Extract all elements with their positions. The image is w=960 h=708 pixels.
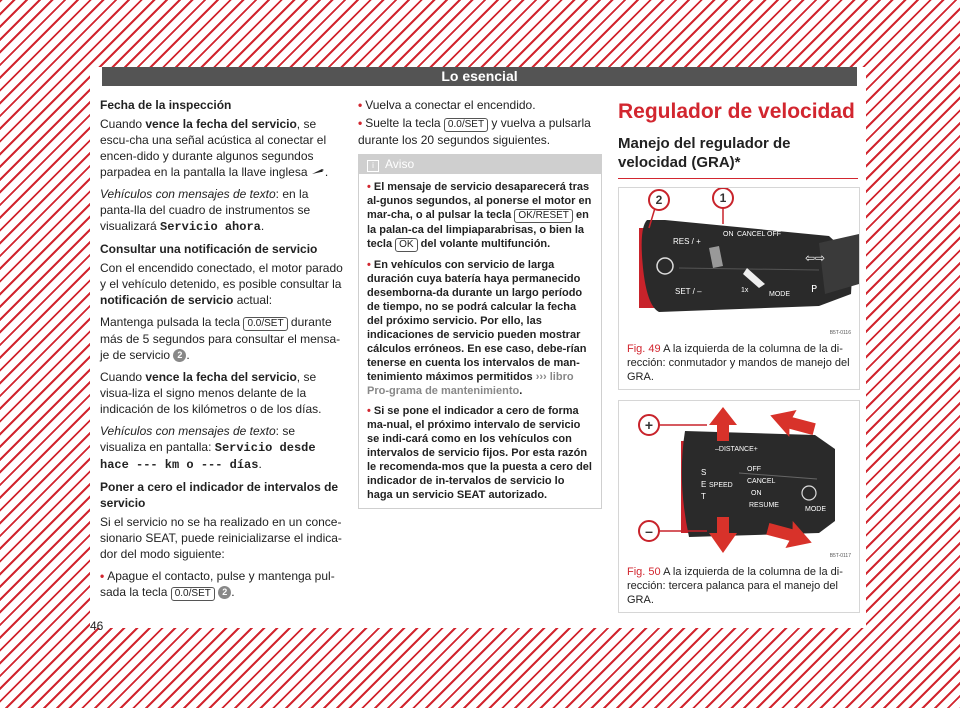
key-ok-reset: OK/RESET [514,209,573,223]
notice-item-1: • El mensaje de servicio desaparecerá tras al-gunos segundos, al ponerse el motor en mar-cha, o al pulsar la tecla OK/RESET en la palan-ca del limpiaparabrisas, o bien la tecla OK del volante multifunción. [367,181,592,250]
paragraph-inspection: Cuando vence la fecha del servicio, se escu-cha una señal acústica al conectar el encen-dido y durante algunos segundos parpadea en la pantalla la llave inglesa . [100,117,329,179]
notice-header: i Aviso [359,155,601,174]
callout-2: 2 [655,193,663,207]
maintenance-book-link[interactable]: ››› libro Pro-grama de mantenimiento [367,371,574,397]
key-0-0-set: 0.0/SET [243,317,287,331]
on-label: ON [723,231,734,238]
e-label: E [701,480,707,489]
on-label-2: ON [751,490,762,497]
speed-label: SPEED [709,482,733,489]
notice-item-2: • En vehículos con servicio de larga duración cuya batería haya permanecido desemborna-da durante un largo período de tiempo, no se podrá calcular la fecha del próximo servicio. Por ello, las indicaciones de servicio pueden mostrar cálculos erróneos. En ese caso, debe-rían tenerse en cuenta los intervalos de man-tenimiento máximos permitidos ››› libro Pro-grama de mantenimiento. [367,259,587,397]
figure-49-caption: Fig. 49 A la izquierda de la columna de la di-rección: conmutador y mandos de manejo del GRA. [627,343,850,383]
cruise-control-lever-illustration [619,188,859,338]
heading-consult-service: Consultar una notificación de servicio [100,242,318,256]
cancel-label: CANCEL [737,231,766,238]
page-number: 46 [90,619,104,633]
figure-50 [618,400,860,613]
callout-number: 2 [173,349,186,362]
cancel-label-2: CANCEL [747,478,776,485]
mode-label: MODE [769,291,790,298]
section-subtitle: Manejo del regulador de velocidad (GRA)* [618,135,791,171]
s-label: S [701,468,707,477]
key-0-0-set-3: 0.0/SET [444,118,488,132]
set-label: SET / – [675,287,702,296]
notice-box [358,154,602,509]
heading-reset-indicator: Poner a cero el indicador de intervalos de servicio [100,480,339,510]
notice-item-3: • Si se pone el indicador a cero de forma ma-nual, el próximo intervalo de servicio se indi-cará como en los vehículos con intervalos de servicio fijos. Por esta razón le recomenda-mos que la puesta a cero del indicador de in-tervalos de servicio lo haga un servicio SEAT autorizado. [367,405,592,501]
figure-code: B5T-0116 [829,330,851,336]
notice-body [359,174,601,508]
column-1 [100,97,344,607]
figure-50-caption: Fig. 50 A la izquierda de la columna de la di-rección: tercera palanca para el manejo del GRA. [627,566,843,606]
key-ok: OK [395,238,417,252]
callout-number-2: 2 [218,586,231,599]
bullet-reconnect: • Vuelva a conectar el encendido. [358,98,536,112]
info-icon: i [367,160,379,172]
title-rule [618,178,858,179]
section-title: Regulador de velocidad [618,100,855,123]
parking-light-icon: P [811,284,818,295]
paragraph-text-messages: Vehículos con mensajes de texto: en la panta-lla del cuadro de instrumentos se visualizará Servicio ahora. [100,187,311,234]
turn-signal-icon: ⇦⇨ [805,251,826,265]
column-2 [358,97,602,509]
paragraph-hold-key: Mantenga pulsada la tecla 0.0/SET durante más de 5 segundos para consultar el mensa-je de servicio 2 . [100,315,341,362]
paragraph-minus-sign: Cuando vence la fecha del servicio, se visua-liza el signo menos delante de la indicación de los kilómetros o de los días. [100,370,322,416]
resume-label: RESUME [749,502,779,509]
mode-label-2: MODE [805,506,826,513]
bullet-switch-off: • Apague el contacto, pulse y mantenga pul-sada la tecla 0.0/SET 2 . [100,569,335,599]
off-label-2: OFF [747,466,761,473]
t-label: T [701,492,706,501]
third-lever-illustration [619,401,859,561]
minus-callout: – [645,523,653,539]
manual-page [90,67,866,628]
paragraph-display-since: Vehículos con mensajes de texto: se visualiza en pantalla: Servicio desde hace --- km o --- días. [100,424,316,472]
callout-1: 1 [719,191,727,205]
1x-label: 1x [741,287,749,294]
wrench-icon [311,165,325,179]
figure-49 [618,187,860,390]
off-label: OFF [767,231,781,238]
bullet-release-key: • Suelte la tecla 0.0/SET y vuelva a pulsarla durante los 20 segundos siguientes. [358,116,591,147]
figure-code-2: B5T-0117 [829,553,851,559]
plus-callout: + [644,417,654,433]
key-0-0-set-2: 0.0/SET [171,587,215,601]
column-3 [618,100,858,613]
paragraph-reset: Si el servicio no se ha realizado en un conce-sionario SEAT, puede reinicializarse el indica-dor del modo siguiente: [100,515,342,561]
distance-label: –DISTANCE+ [715,446,758,453]
res-label: RES / + [673,237,701,246]
paragraph-consult: Con el encendido conectado, el motor parado y el vehículo detenido, es posible consultar la notificación de servicio actual: [100,261,343,307]
page-header: Lo esencial [102,67,857,86]
heading-inspection-date: Fecha de la inspección [100,98,232,112]
